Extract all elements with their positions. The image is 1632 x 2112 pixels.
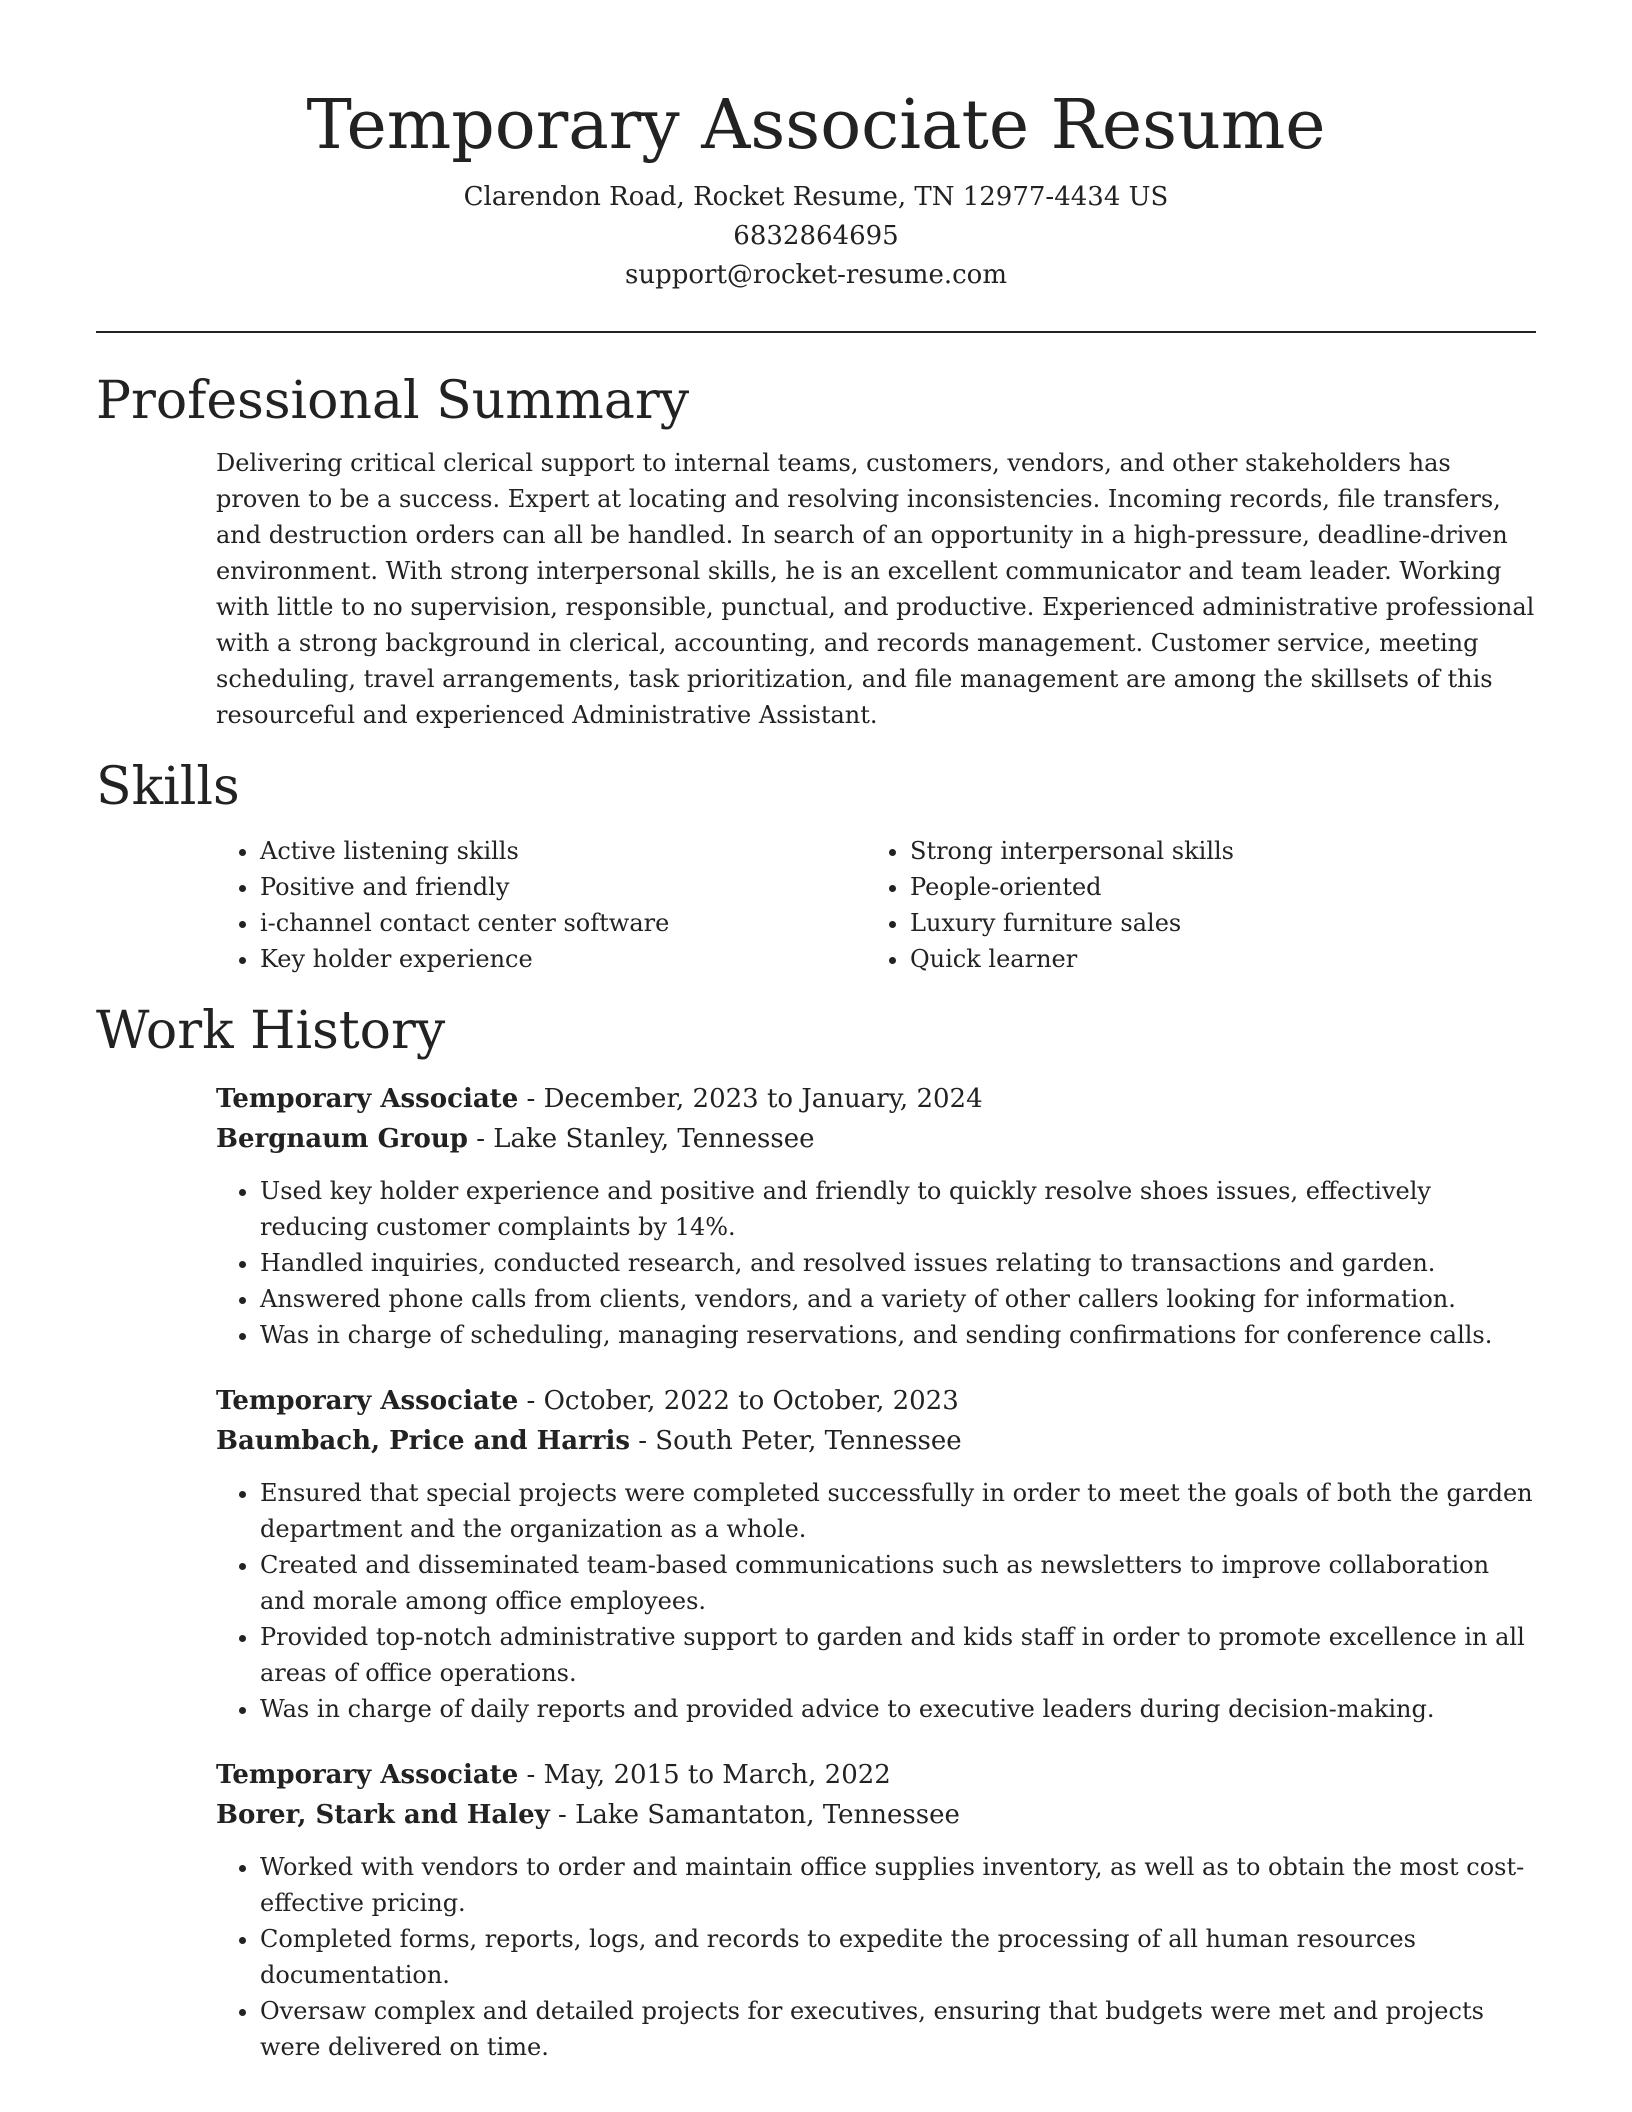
job-bullet: • Completed forms, reports, logs, and records to expedite the processing of all human resources documentation. (260, 1921, 1536, 1993)
job-company-line: Borer, Stark and Haley - Lake Samantaton, Tennessee (216, 1800, 960, 1830)
job-bullets (216, 1475, 1536, 1727)
job-bullet: • Used key holder experience and positive and friendly to quickly resolve shoes issues, effectively reducing customer complaints by 14%. (260, 1173, 1536, 1245)
contact-address: Clarendon Road, Rocket Resume, TN 12977-4434 US (463, 182, 1169, 212)
skill-item: • i-channel contact center software (260, 905, 866, 941)
skills-column-left (216, 833, 866, 977)
job-location: Lake Samantaton, Tennessee (575, 1800, 960, 1830)
resume-header (96, 0, 1536, 295)
job-location: South Peter, Tennessee (655, 1426, 962, 1456)
job-role: Temporary Associate (216, 1760, 519, 1790)
job-company-line: Baumbach, Price and Harris - South Peter, Tennessee (216, 1426, 962, 1456)
job-bullet: • Oversaw complex and detailed projects for executives, ensuring that budgets were met and projects were delivered on time. (260, 1993, 1536, 2065)
resume-title: Temporary Associate Resume (306, 86, 1326, 165)
skill-item: • Strong interpersonal skills (910, 833, 1536, 869)
job-bullet: • Worked with vendors to order and maintain office supplies inventory, as well as to obtain the most cost-effective pricing. (260, 1849, 1536, 1921)
job-role-line: Temporary Associate - May, 2015 to March, 2022 (216, 1760, 891, 1790)
skill-item: • People-oriented (910, 869, 1536, 905)
job-bullet: • Handled inquiries, conducted research, and resolved issues relating to transactions and garden. (260, 1245, 1536, 1281)
job-role-line: Temporary Associate - October, 2022 to October, 2023 (216, 1386, 959, 1416)
job-role: Temporary Associate (216, 1386, 519, 1416)
skill-item: • Quick learner (910, 941, 1536, 977)
job-dates: October, 2022 to October, 2023 (543, 1386, 959, 1416)
skill-item: • Positive and friendly (260, 869, 866, 905)
job-bullets (216, 1849, 1536, 2065)
job-bullet: • Was in charge of daily reports and provided advice to executive leaders during decision-making. (260, 1691, 1536, 1727)
summary-heading: Professional Summary (96, 371, 690, 431)
summary-text: Delivering critical clerical support to internal teams, customers, vendors, and other stakeholders has proven to be a success. Expert at locating and resolving inconsistencies. Incoming records, file transfers, and destruction orders can all be handled. In search of an opportunity in a high-pressure, deadline-driven environment. With strong interpersonal skills, he is an excellent communicator and team leader. Working with little to no supervision, responsible, punctual, and productive. Experienced administrative professional with a strong background in clerical, accounting, and records management. Customer service, meeting scheduling, travel arrangements, task prioritization, and file management are among the skillsets of this resourceful and experienced Administrative Assistant. (216, 449, 1535, 729)
skill-item: • Key holder experience (260, 941, 866, 977)
work-history-heading: Work History (96, 1001, 446, 1061)
job-entry (216, 1079, 1536, 1353)
skills-heading: Skills (96, 757, 240, 817)
job-role: Temporary Associate (216, 1084, 519, 1114)
job-company: Bergnaum Group (216, 1124, 468, 1154)
job-company: Borer, Stark and Haley (216, 1800, 550, 1830)
job-role-line: Temporary Associate - December, 2023 to January, 2024 (216, 1084, 983, 1114)
contact-phone: 6832864695 (733, 221, 899, 251)
contact-info (96, 178, 1536, 295)
skills-column-right (866, 833, 1536, 977)
skill-item: • Active listening skills (260, 833, 866, 869)
job-bullet: • Ensured that special projects were completed successfully in order to meet the goals of both the garden department and the organization as a whole. (260, 1475, 1536, 1547)
job-bullets (216, 1173, 1536, 1353)
job-bullet: • Created and disseminated team-based communications such as newsletters to improve collaboration and morale among office employees. (260, 1547, 1536, 1619)
header-divider (96, 331, 1536, 333)
contact-email: support@rocket-resume.com (624, 260, 1007, 290)
skill-item: • Luxury furniture sales (910, 905, 1536, 941)
job-location: Lake Stanley, Tennessee (493, 1124, 815, 1154)
job-bullet: • Provided top-notch administrative support to garden and kids staff in order to promote excellence in all areas of office operations. (260, 1619, 1536, 1691)
skills-list (216, 833, 1536, 977)
job-bullet: • Was in charge of scheduling, managing reservations, and sending confirmations for conference calls. (260, 1317, 1536, 1353)
job-bullet: • Answered phone calls from clients, vendors, and a variety of other callers looking for information. (260, 1281, 1536, 1317)
job-company-line: Bergnaum Group - Lake Stanley, Tennessee (216, 1124, 815, 1154)
job-company: Baumbach, Price and Harris (216, 1426, 630, 1456)
job-entry (216, 1755, 1536, 2065)
job-dates: December, 2023 to January, 2024 (543, 1084, 983, 1114)
job-entry (216, 1381, 1536, 1727)
job-dates: May, 2015 to March, 2022 (543, 1760, 891, 1790)
